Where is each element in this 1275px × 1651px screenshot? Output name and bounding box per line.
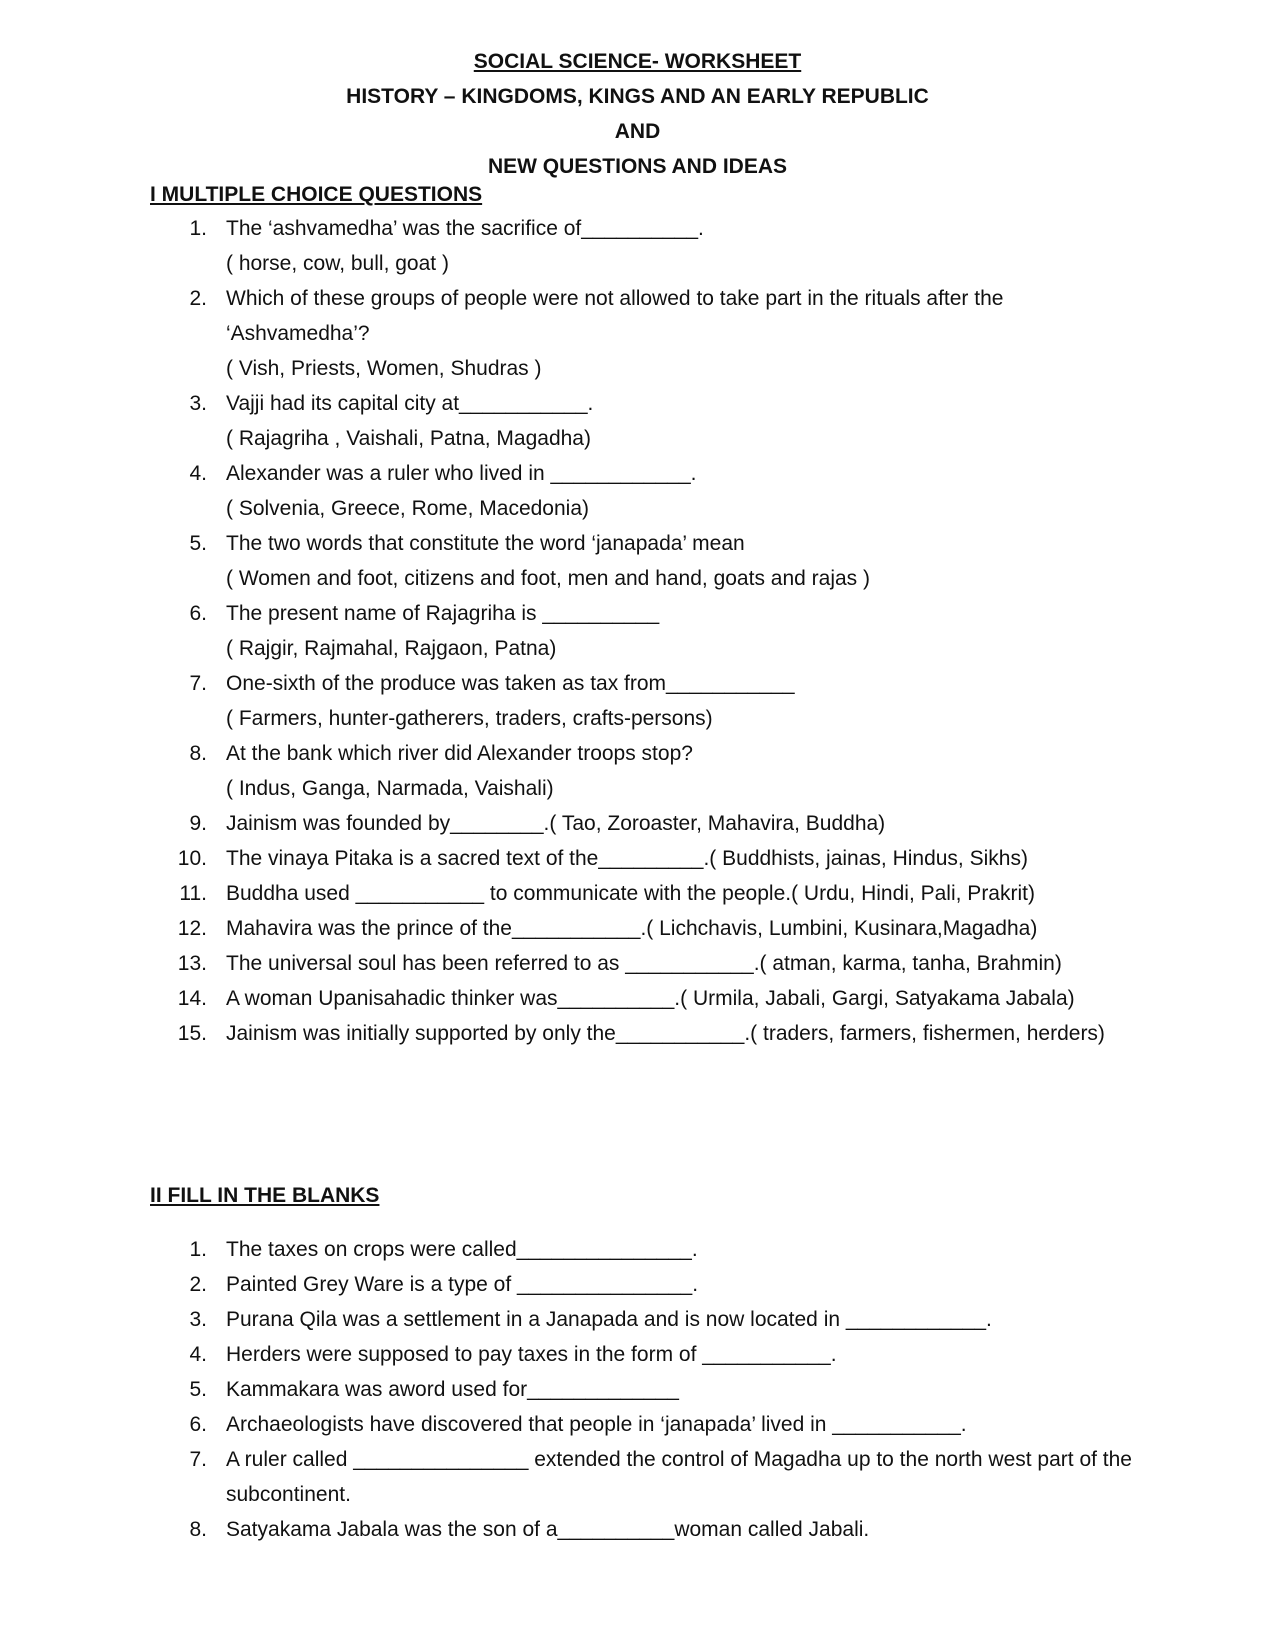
mcq-item xyxy=(150,666,1150,736)
mcq-item xyxy=(150,911,1150,946)
question-number: 7. xyxy=(189,672,207,695)
question-options: ( Indus, Ganga, Narmada, Vaishali) xyxy=(226,777,554,800)
question-number: 3. xyxy=(189,1308,207,1331)
question-options: ( Rajgir, Rajmahal, Rajgaon, Patna) xyxy=(226,637,557,660)
mcq-item xyxy=(150,596,1150,666)
question-text: Kammakara was aword used for_____________ xyxy=(226,1378,679,1401)
question-number: 8. xyxy=(189,742,207,765)
question-text: The two words that constitute the word ‘janapada’ mean xyxy=(226,532,745,555)
fill-blank-item xyxy=(150,1512,1150,1547)
question-number: 8. xyxy=(189,1518,207,1541)
question-text: Vajji had its capital city at___________. xyxy=(226,392,594,415)
fill-blank-item xyxy=(150,1442,1150,1512)
question-text: The ‘ashvamedha’ was the sacrifice of__________. xyxy=(226,217,704,240)
mcq-item xyxy=(150,456,1150,526)
question-text: At the bank which river did Alexander troops stop? xyxy=(226,742,693,765)
question-text: Herders were supposed to pay taxes in the form of ___________. xyxy=(226,1343,837,1366)
question-number: 7. xyxy=(189,1448,207,1471)
question-number: 10. xyxy=(177,847,207,870)
mcq-item xyxy=(150,736,1150,806)
question-number: 2. xyxy=(189,1273,207,1296)
mcq-item xyxy=(150,211,1150,281)
mcq-item xyxy=(150,1016,1150,1051)
title-conjunction: AND xyxy=(614,120,661,143)
mcq-item xyxy=(150,841,1150,876)
fill-blank-item xyxy=(150,1232,1150,1267)
fill-blank-item xyxy=(150,1267,1150,1302)
question-text: The present name of Rajagriha is __________ xyxy=(226,602,660,625)
mcq-item xyxy=(150,806,1150,841)
question-number: 12. xyxy=(177,917,207,940)
question-number: 3. xyxy=(189,392,207,415)
fill-blank-item xyxy=(150,1302,1150,1337)
worksheet-title: SOCIAL SCIENCE- WORKSHEET xyxy=(473,50,802,73)
question-number: 15. xyxy=(177,1022,207,1045)
worksheet-header xyxy=(0,44,1275,184)
question-text: Purana Qila was a settlement in a Janapada and is now located in ____________. xyxy=(226,1308,992,1331)
question-number: 6. xyxy=(189,1413,207,1436)
question-text: Alexander was a ruler who lived in ____________. xyxy=(226,462,697,485)
mcq-item xyxy=(150,386,1150,456)
question-text: Mahavira was the prince of the___________.( Lichchavis, Lumbini, Kusinara,Magadha) xyxy=(226,917,1038,940)
question-text: One-sixth of the produce was taken as tax from___________ xyxy=(226,672,795,695)
mcq-list xyxy=(150,211,1150,1051)
question-text: Which of these groups of people were not allowed to take part in the rituals after the ‘Ashvamedha’? xyxy=(226,287,1004,345)
question-number: 4. xyxy=(189,462,207,485)
question-options: ( Solvenia, Greece, Rome, Macedonia) xyxy=(226,497,589,520)
question-number: 2. xyxy=(189,287,207,310)
mcq-item xyxy=(150,946,1150,981)
question-options: ( Women and foot, citizens and foot, men and hand, goats and rajas ) xyxy=(226,567,870,590)
question-number: 1. xyxy=(189,1238,207,1261)
question-number: 6. xyxy=(189,602,207,625)
question-text: Buddha used ___________ to communicate with the people.( Urdu, Hindi, Pali, Prakrit) xyxy=(226,882,1035,905)
question-text: Satyakama Jabala was the son of a__________woman called Jabali. xyxy=(226,1518,870,1541)
question-text: A woman Upanisahadic thinker was__________.( Urmila, Jabali, Gargi, Satyakama Jabala) xyxy=(226,987,1075,1010)
fill-blanks-list xyxy=(150,1232,1150,1547)
question-number: 11. xyxy=(179,882,207,905)
question-options: ( Vish, Priests, Women, Shudras ) xyxy=(226,357,542,380)
chapter-title: HISTORY – KINGDOMS, KINGS AND AN EARLY REPUBLIC xyxy=(346,85,929,108)
mcq-item xyxy=(150,281,1150,386)
question-text: The vinaya Pitaka is a sacred text of the_________.( Buddhists, jainas, Hindus, Sikhs) xyxy=(226,847,1028,870)
question-text: The universal soul has been referred to as ___________.( atman, karma, tanha, Brahmin) xyxy=(226,952,1062,975)
question-number: 1. xyxy=(189,217,207,240)
question-text: Archaeologists have discovered that people in ‘janapada’ lived in ___________. xyxy=(226,1413,967,1436)
question-number: 13. xyxy=(177,952,207,975)
question-number: 5. xyxy=(189,532,207,555)
fill-blank-item xyxy=(150,1372,1150,1407)
mcq-item xyxy=(150,876,1150,911)
question-text: Jainism was initially supported by only the___________.( traders, farmers, fishermen, herders) xyxy=(226,1022,1105,1045)
mcq-item xyxy=(150,526,1150,596)
chapter-subtitle: NEW QUESTIONS AND IDEAS xyxy=(487,155,788,178)
question-options: ( horse, cow, bull, goat ) xyxy=(226,252,449,275)
mcq-item xyxy=(150,981,1150,1016)
question-text: Jainism was founded by________.( Tao, Zoroaster, Mahavira, Buddha) xyxy=(226,812,886,835)
fill-blanks-heading: II FILL IN THE BLANKS xyxy=(150,1184,380,1207)
fill-blank-item xyxy=(150,1407,1150,1442)
fill-blank-item xyxy=(150,1337,1150,1372)
question-number: 9. xyxy=(189,812,207,835)
question-number: 14. xyxy=(177,987,207,1010)
question-number: 5. xyxy=(189,1378,207,1401)
question-number: 4. xyxy=(189,1343,207,1366)
question-text: The taxes on crops were called_______________. xyxy=(226,1238,698,1261)
question-options: ( Rajagriha , Vaishali, Patna, Magadha) xyxy=(226,427,591,450)
mcq-heading: I MULTIPLE CHOICE QUESTIONS xyxy=(150,183,483,206)
question-options: ( Farmers, hunter-gatherers, traders, crafts-persons) xyxy=(226,707,713,730)
question-text: A ruler called _______________ extended the control of Magadha up to the north west part of the subcontinent. xyxy=(226,1448,1132,1506)
question-text: Painted Grey Ware is a type of _______________. xyxy=(226,1273,699,1296)
